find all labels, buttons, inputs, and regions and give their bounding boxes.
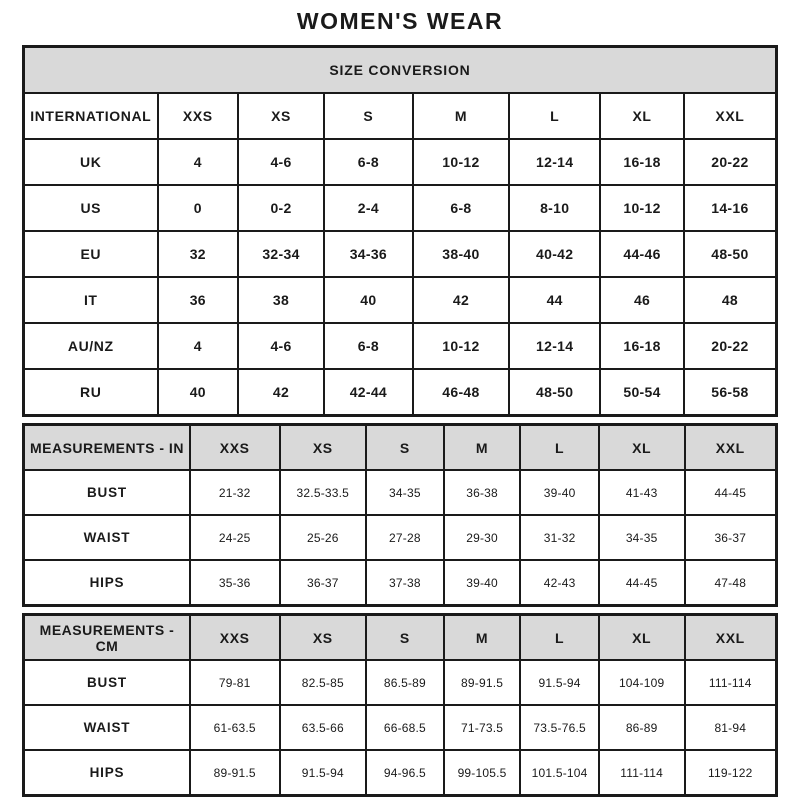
size-value: 2-4: [324, 185, 413, 231]
table-row: [24, 231, 777, 277]
size-value: 6-8: [324, 139, 413, 185]
size-value: 94-96.5: [366, 750, 444, 796]
size-value: 89-91.5: [444, 660, 521, 705]
size-value: 10-12: [413, 139, 509, 185]
size-value: 101.5-104: [520, 750, 598, 796]
size-value: 36-37: [280, 560, 367, 606]
size-value: 21-32: [190, 470, 280, 515]
size-value: 34-35: [599, 515, 685, 560]
column-header: S: [324, 93, 413, 139]
size-value: 86-89: [599, 705, 685, 750]
size-value: 32-34: [238, 231, 324, 277]
size-value: 89-91.5: [190, 750, 280, 796]
column-header: XXL: [685, 615, 777, 661]
size-value: 42-44: [324, 369, 413, 416]
size-value: 10-12: [413, 323, 509, 369]
size-value: 31-32: [520, 515, 598, 560]
size-value: 42-43: [520, 560, 598, 606]
column-header: XXS: [158, 93, 239, 139]
table-row: [24, 369, 777, 416]
header-row: [24, 425, 777, 471]
size-value: 32.5-33.5: [280, 470, 367, 515]
column-header: L: [509, 93, 600, 139]
column-header: XXS: [190, 425, 280, 471]
page-title: WOMEN'S WEAR: [296, 8, 504, 34]
size-value: 38: [238, 277, 324, 323]
size-value: 4-6: [238, 139, 324, 185]
table-row: [24, 515, 777, 560]
column-header: M: [444, 425, 521, 471]
column-header: XXL: [685, 425, 777, 471]
size-value: 16-18: [600, 323, 684, 369]
size-value: 81-94: [685, 705, 777, 750]
size-value: 39-40: [520, 470, 598, 515]
size-value: 46: [600, 277, 684, 323]
tables-container: [22, 45, 778, 797]
table-banner: SIZE CONVERSION: [24, 47, 777, 94]
size-value: 25-26: [280, 515, 367, 560]
size-value: 42: [238, 369, 324, 416]
size-value: 61-63.5: [190, 705, 280, 750]
size-value: 27-28: [366, 515, 444, 560]
row-label: IT: [24, 277, 158, 323]
size-value: 6-8: [324, 323, 413, 369]
table-row: [24, 705, 777, 750]
size-value: 24-25: [190, 515, 280, 560]
size-value: 91.5-94: [280, 750, 367, 796]
row-label: EU: [24, 231, 158, 277]
table-row: [24, 323, 777, 369]
row-label: UK: [24, 139, 158, 185]
size-value: 44-45: [685, 470, 777, 515]
size-value: 10-12: [600, 185, 684, 231]
size-value: 63.5-66: [280, 705, 367, 750]
size-value: 12-14: [509, 323, 600, 369]
measurements-in-table: [22, 423, 778, 607]
measurements-cm-table: [22, 613, 778, 797]
row-label: WAIST: [24, 705, 190, 750]
size-value: 73.5-76.5: [520, 705, 598, 750]
size-value: 36-37: [685, 515, 777, 560]
size-value: 6-8: [413, 185, 509, 231]
size-value: 35-36: [190, 560, 280, 606]
size-value: 44-45: [599, 560, 685, 606]
row-label: AU/NZ: [24, 323, 158, 369]
size-value: 56-58: [684, 369, 777, 416]
row-label: RU: [24, 369, 158, 416]
row-label: US: [24, 185, 158, 231]
table-row: [24, 185, 777, 231]
banner-row: [24, 47, 777, 94]
row-label: BUST: [24, 660, 190, 705]
column-header: XL: [600, 93, 684, 139]
table-row: [24, 277, 777, 323]
size-value: 4-6: [238, 323, 324, 369]
column-header: L: [520, 425, 598, 471]
column-header: XS: [238, 93, 324, 139]
size-value: 36-38: [444, 470, 521, 515]
column-header: XXS: [190, 615, 280, 661]
size-value: 16-18: [600, 139, 684, 185]
size-value: 99-105.5: [444, 750, 521, 796]
column-header: XS: [280, 615, 367, 661]
size-value: 32: [158, 231, 239, 277]
size-value: 48-50: [509, 369, 600, 416]
size-value: 86.5-89: [366, 660, 444, 705]
size-value: 40: [324, 277, 413, 323]
header-row: [24, 615, 777, 661]
size-value: 12-14: [509, 139, 600, 185]
size-value: 0: [158, 185, 239, 231]
table-row: [24, 750, 777, 796]
size-value: 29-30: [444, 515, 521, 560]
size-value: 36: [158, 277, 239, 323]
row-label: BUST: [24, 470, 190, 515]
size-value: 20-22: [684, 323, 777, 369]
column-header: XL: [599, 615, 685, 661]
size-value: 47-48: [685, 560, 777, 606]
size-value: 39-40: [444, 560, 521, 606]
size-value: 111-114: [685, 660, 777, 705]
size-value: 8-10: [509, 185, 600, 231]
column-header: S: [366, 615, 444, 661]
size-value: 48: [684, 277, 777, 323]
size-value: 104-109: [599, 660, 685, 705]
size-value: 0-2: [238, 185, 324, 231]
column-header: XXL: [684, 93, 777, 139]
size-value: 14-16: [684, 185, 777, 231]
size-value: 44-46: [600, 231, 684, 277]
row-label: HIPS: [24, 750, 190, 796]
header-label: MEASUREMENTS - CM: [24, 615, 190, 661]
column-header: XS: [280, 425, 367, 471]
size-value: 42: [413, 277, 509, 323]
size-value: 4: [158, 323, 239, 369]
size-value: 79-81: [190, 660, 280, 705]
size-value: 20-22: [684, 139, 777, 185]
size-value: 82.5-85: [280, 660, 367, 705]
table-row: [24, 470, 777, 515]
column-header: S: [366, 425, 444, 471]
header-label: INTERNATIONAL: [24, 93, 158, 139]
size-value: 119-122: [685, 750, 777, 796]
size-value: 41-43: [599, 470, 685, 515]
column-header: XL: [599, 425, 685, 471]
column-header: L: [520, 615, 598, 661]
table-row: [24, 660, 777, 705]
table-row: [24, 560, 777, 606]
size-value: 34-36: [324, 231, 413, 277]
size-value: 34-35: [366, 470, 444, 515]
size-value: 40: [158, 369, 239, 416]
size-conversion-table: [22, 45, 778, 417]
size-value: 66-68.5: [366, 705, 444, 750]
size-value: 46-48: [413, 369, 509, 416]
row-label: WAIST: [24, 515, 190, 560]
size-value: 48-50: [684, 231, 777, 277]
size-value: 111-114: [599, 750, 685, 796]
row-label: HIPS: [24, 560, 190, 606]
header-label: MEASUREMENTS - IN: [24, 425, 190, 471]
size-value: 4: [158, 139, 239, 185]
size-value: 37-38: [366, 560, 444, 606]
size-value: 38-40: [413, 231, 509, 277]
table-row: [24, 139, 777, 185]
size-value: 44: [509, 277, 600, 323]
column-header: M: [444, 615, 521, 661]
size-value: 91.5-94: [520, 660, 598, 705]
header-row: [24, 93, 777, 139]
size-value: 71-73.5: [444, 705, 521, 750]
size-value: 50-54: [600, 369, 684, 416]
column-header: M: [413, 93, 509, 139]
size-value: 40-42: [509, 231, 600, 277]
